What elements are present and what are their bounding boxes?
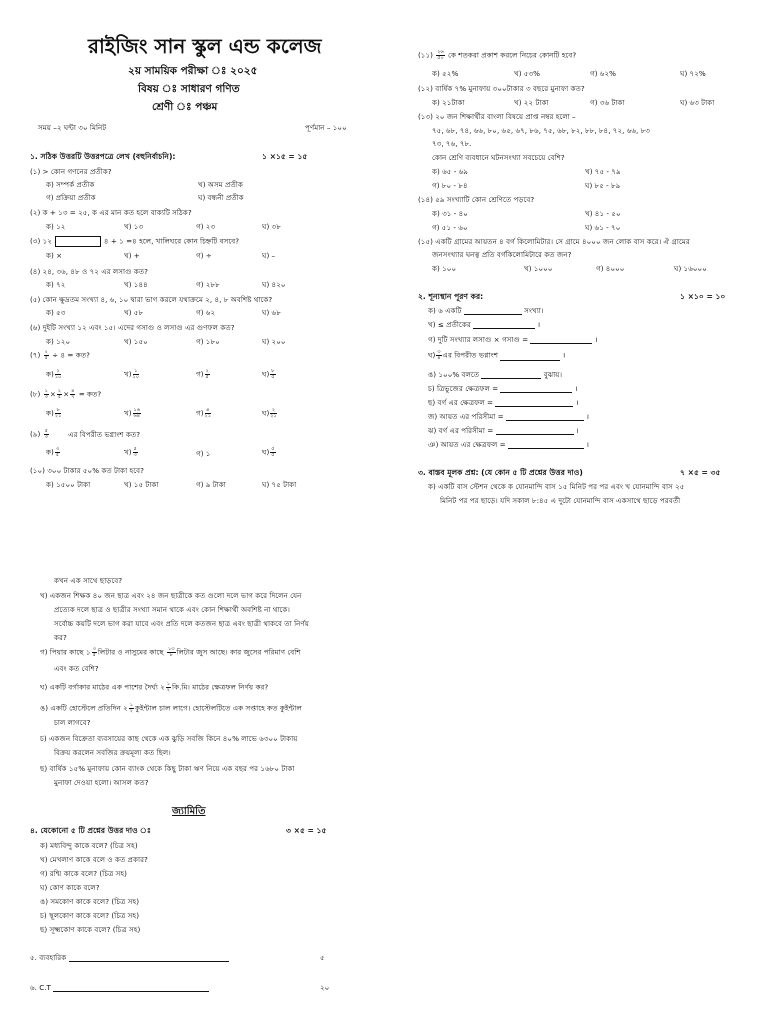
q10-text: (১০) ৩০০ টাকার ৫০% কত টাকা হবে? (30, 466, 144, 475)
q3-text (30, 236, 239, 247)
q1-option-c: গ) প্রক্রিয়া প্রতীক (46, 193, 96, 202)
s3-cha-line-1: চ) একজন বিক্রেতা ব্যবসায়ের কাছ থেকে এক ঝুড়ি সবজি কিনে ৪০% লাভে ৬৩০০ টাকায় (40, 734, 298, 743)
s3-ga-line-2: এবং কত বেশি? (54, 664, 99, 673)
section-1-heading: ১. সঠিক উত্তরটি উত্তরপত্রে লেখ (বহুনির্বাচনি): (30, 152, 176, 161)
q11-option-b: খ) ৫৩% (514, 69, 540, 78)
s3-gha-line: ঘ) একটি বর্গাকার মাঠের এক পাশের দৈর্ঘ্য ২ ১ ২ কি.মি। মাঠের ক্ষেত্রফল নির্ণয় কর? (40, 681, 269, 693)
s3-cho-line-2: মুনাফা দেওয়া হলো। আসল কত? (54, 778, 149, 787)
s3-ka-line-2: মিনিট পর পর ছাড়ে। যদি সকাল ৮:৪৫ এ দুটো যোনমান্দি বাস একসাথে ছাড়ে পরবর্তী (440, 496, 681, 505)
q13-text: (১৩) ২০ জন শিক্ষার্থীর বাংলা বিষয়ে প্রাপ্ত নম্বর হলো – (418, 112, 576, 121)
fill-blank-4: ঘ) ৩ ৪ এর বিপরীত ভগ্নাংশ । (428, 349, 566, 361)
q4-option-c: গ) ২৮৮ (196, 280, 220, 289)
q15-option-a: ক) ১০০ (432, 264, 457, 273)
geometry-item-5: ঙ) সমকোণ কাকে বলে? (চিত্র সহ) (40, 897, 140, 906)
s3-kha-line-1: খ) একজন শিক্ষক ৪০ জন ছাত্র এবং ২৪ জন ছাত্রীকে কত গুলো দলে ভাগ করে দিলেন যেন (40, 591, 302, 600)
q8-suffix: = কত? (78, 389, 102, 399)
blank-box (55, 236, 101, 247)
q5-option-c: গ) ৬২ (196, 308, 216, 317)
q8-option-b: খ) ১৬ ৬৪ (124, 407, 141, 419)
section-4-marks: ৩ ×৫ = ১৫ (286, 826, 327, 835)
q12-option-d: ঘ) ৬৩ টাকা (680, 98, 715, 107)
q15-option-c: গ) ৪০০০ (596, 264, 625, 273)
s3-umo-line-2: চাল লাগবে? (54, 718, 91, 727)
s3-kha-line-3: সর্বোচ্চ কয়টি দলে ভাগ করা যাবে এবং প্রতি দলে কতজন ছাত্র এবং ছাত্রী থাকবে তা নির্ণয় (54, 619, 309, 628)
q14-option-d: ঘ) ৬১ - ৭০ (585, 223, 621, 232)
q11-text: (১১) ২৬ ৫০ কে শতকরা প্রকাশ করলে নিচের কোনটি হবে? (418, 49, 577, 61)
q4-option-b: খ) ১৪৪ (124, 280, 148, 289)
q9-option-d: ঘ) ৫ ৫ (262, 446, 275, 458)
s3-umo-line-1: ঙ) একটি হোস্টেলে প্রতিদিন ২ ১ ২ কুইন্টাল চাল লাগে। হোস্টেলটিতে এক সপ্তাহে কত কুইন্টাল (40, 702, 302, 714)
q1-option-a: ক) সম্পর্ক প্রতীক (46, 180, 95, 189)
q10-option-c: গ) ৯ টাকা (196, 480, 226, 489)
q7-option-d: ঘ) ৮ ৫ (262, 368, 275, 380)
q15-option-b: খ) ১০০০ (524, 264, 553, 273)
q11-suffix: কে শতকরা প্রকাশ করলে নিচের কোনটি হবে? (448, 50, 577, 60)
q14-option-b: খ) ৪১ - ৫০ (585, 209, 621, 218)
q6-option-d: ঘ) ২০০ (262, 337, 286, 346)
fill-blank-5: ঙ) ১০০% বলতে বুঝায়। (428, 370, 563, 379)
s3-cha-line-2: বিক্রয় করলেন সবজির ক্রয়মূল্য কত ছিল। (54, 748, 171, 757)
s3-ka-line-1: ক) একটি বাস স্টেশন থেকে ক যোনমান্দি বাস ১৫ মিনিট পর পর এবং খ যোনমান্দি বাস ২৫ (428, 482, 685, 491)
q5-text: (৫) কোন ক্ষুদ্রতম সংখ্যা ৪, ৬, ১০ দ্বারা ভাগ করলে যথাক্রমে ২, ৪, ৮ অবশিষ্ট থাকে? (30, 295, 273, 304)
section-5-marks: ৫ (320, 953, 325, 962)
fill-blank-7: ছ) বর্গ এর ক্ষেত্রফল = । (428, 398, 579, 407)
section-1-marks: ১ ×১৫ = ১৫ (262, 152, 308, 161)
s3-cho-line-1: ছ) বার্ষিক ১৫% মুনাফায় কোন ব্যাংক থেকে কিছু টাকা ঋণ নিয়ে এক বছর পর ১৬৮০ টাকা (40, 764, 295, 773)
q7-option-c: গ) ২ ৫ (196, 368, 209, 380)
q11-option-c: গ) ৬২% (590, 69, 616, 78)
q13-data-line-2: ৭৩, ৭৬, ৭৮. (432, 139, 472, 148)
geometry-item-6: চ) স্থূলকোণ কাকে বলে? (চিত্র সহ) (40, 911, 140, 920)
q3-option-c: গ) ÷ (196, 251, 212, 260)
q13-data-line-1: ৭৫, ৬৮, ৭৪, ৬৬, ৮০, ৬৫, ৬৭, ৮৬, ৭৫, ৬৮, ৮২, ৮৮, ৮৪, ৭২, ৬৬, ৮৩ (432, 126, 650, 135)
s3-kha-line-4: কর? (54, 633, 67, 642)
subject-title: বিষয় ঃ সাধারণ গণিত (138, 83, 240, 95)
q14-text: (১৪) ৫৯ সংখ্যাটি কোন শ্রেণিতে পড়বে? (418, 195, 535, 204)
section-3-marks: ৭ ×৫ = ৩৫ (680, 468, 721, 477)
q3-option-b: খ) + (124, 251, 140, 260)
q6-option-a: ক) ১২০ (46, 337, 71, 346)
q12-option-c: গ) ৩৬ টাকা (590, 98, 625, 107)
q11-option-d: ঘ) ৭২% (680, 69, 706, 78)
q6-text: (৬) দুইটি সংখ্যা ১২ এবং ১৫। এদের গসাগু ও লসাগু এর গুণফল কত? (30, 323, 235, 332)
q12-text: (১২) বার্ষিক ৭% মুনাফায় ৩০০টাকার ৩ বছরে মুনাফা কত? (418, 84, 585, 93)
section-2-marks: ১ ×১০ = ১০ (680, 292, 726, 301)
q14-option-c: গ) ৫১ - ৬০ (432, 223, 468, 232)
q12-option-b: খ) ২২ টাকা (514, 98, 549, 107)
class-title: শ্রেণী ঃ পঞ্চম (152, 101, 218, 113)
section-2-heading: ২. শূন্যস্থান পূরণ কর: (418, 292, 484, 301)
q8-option-c: গ) ৪ ২১ (196, 407, 212, 419)
fill-blank-2: খ) ≤ প্রতীকের । (428, 320, 541, 329)
s3-ga-line-1: গ) পিয়ার কাছে ১ ৩ ৫ লিটার ও নাসুমের কাছে ১৩ ৮ লিটার জুস আছে। কার জুসের পরিমাণ বেশি (40, 646, 301, 658)
q5-option-a: ক) ৫৩ (46, 308, 66, 317)
q15-text-line-2: জনসংখ্যার ঘনত্ব প্রতি বর্গকিলোমিটারে কত জন? (432, 250, 572, 259)
q4-option-a: ক) ৭২ (46, 280, 66, 289)
q3-option-a: ক) × (46, 251, 63, 260)
q8-option-a: ক) ৮ ২১ (46, 407, 62, 419)
q8-prefix: (৮) (30, 389, 41, 399)
q2-option-a: ক) ১২ (46, 222, 66, 231)
fill-blank-8: জ) আয়ত এর পরিসীমা = । (428, 412, 589, 421)
q1-option-d: ঘ) বন্ধনী প্রতীক (198, 193, 244, 202)
school-name: রাইজিং সান স্কুল এন্ড কলেজ (88, 34, 322, 58)
q1-option-b: খ) অসম প্রতীক (198, 180, 243, 189)
q13-option-a: ক) ৬৫ - ৬৯ (432, 167, 468, 176)
q4-text: (৪) ২৪, ৩৬, ৪৮ ও ৭২ এর লসাগু কত? (30, 267, 148, 276)
section-6-label: ৬. C.T (30, 983, 209, 992)
geometry-item-3: গ) রশ্মি কাকে বলে? (চিত্র সহ) (40, 869, 127, 878)
q6-option-b: খ) ১৫০ (124, 337, 148, 346)
q7-prefix: (৭) (30, 350, 41, 360)
q3-suffix: ৪ + ১ =৪ হলে, খালিঘরে কোন চিহ্নটি বসবে? (103, 236, 240, 246)
q9-option-a: ক) ৩ ৫ (46, 446, 60, 458)
q3-prefix: (৩) ১২ (30, 236, 52, 246)
q13-question: কোন শ্রেণি ব্যবধানে ঘটনসংখ্যা সবচেয়ে বেশি? (432, 153, 565, 162)
q10-option-b: খ) ১৫ টাকা (124, 480, 159, 489)
fill-blank-1: ক) ৬ একটি সংখ্যা। (428, 306, 544, 315)
q10-option-a: ক) ১৫০০ টাকা (46, 480, 91, 489)
q5-option-d: ঘ) ৬৮ (262, 308, 281, 317)
geometry-item-7: ছ) সূক্ষ্মকোণ কাকে বলে? (চিত্র সহ) (40, 925, 141, 934)
q2-option-b: খ) ১৩ (124, 222, 144, 231)
q11-prefix: (১১) (418, 50, 433, 60)
geometry-title: জ্যামিতি (172, 806, 206, 817)
full-marks: পূর্ণমান – ১০০ (305, 123, 347, 132)
q5-option-b: খ) ৫৮ (124, 308, 144, 317)
q9-option-c: গ) ১ (196, 449, 211, 458)
q8-option-d: ঘ) ২ ২১ (262, 407, 277, 419)
fill-blank-9: ঝ) বর্গ এর পরিসীমা = । (428, 426, 579, 435)
s3-ka-line-3: কখন এক সাথে ছাড়বে? (54, 576, 123, 585)
section-3-heading: ৩. বাস্তব মূলক প্রশ্ন: (যে কোন ৫ টি প্রশ্নের উত্তর দাও) (418, 468, 583, 477)
q8-text: (৮) ১ ৩ × ২ ৫ × ৪ ৭ = কত? (30, 388, 102, 400)
q7-option-a: ক) ২ ১০ (46, 368, 62, 380)
q14-option-a: ক) ৩১ - ৪০ (432, 209, 468, 218)
q2-option-c: গ) ২৩ (196, 222, 216, 231)
exam-title: ২য় সাময়িক পরীক্ষা ঃ ২০২৫ (128, 65, 258, 77)
q2-option-d: ঘ) ৩৮ (262, 222, 281, 231)
s3-kha-line-2: প্রত্যেক দলে ছাত্র ও ছাত্রীর সংখ্যা সমান থাকে এবং কোন শিক্ষার্থী অবশিষ্ট না থাকে। (54, 605, 290, 614)
section-4-heading: ৪. যেকোনো ৫ টি প্রশ্নের উত্তর দাও ঃ (30, 826, 151, 835)
q7-suffix: ÷ ৪ = কত? (52, 350, 90, 360)
q9-option-b: খ) ৫ ৩ (124, 446, 137, 458)
geometry-item-1: ক) মধ্যবিন্দু কাকে বলে? (চিত্র সহ) (40, 841, 138, 850)
q3-option-d: ঘ) – (262, 251, 276, 260)
q4-option-d: ঘ) ৪২০ (262, 280, 286, 289)
q15-text: (১৫) একটি গ্রামের আয়তন ৪ বর্গ কিলোমিটার। সে গ্রামে ৪০০০ জন লোক বাস করে। ঐ গ্রামের (418, 237, 690, 246)
q9-suffix: এর বিপরীত ভগ্নাংশ কত? (68, 429, 141, 439)
q12-option-a: ক) ২১টাকা (432, 98, 465, 107)
q11-option-a: ক) ৫২% (432, 69, 459, 78)
q7-option-b: খ) ১ ১০ (124, 368, 140, 380)
q7-text (30, 350, 90, 361)
section-5-label: ৫. ব্যবহারিক (30, 953, 229, 962)
fill-blank-3: গ) দুটি সংখ্যার লসাগু × গসাগু = । (428, 335, 598, 344)
geometry-item-2: খ) মেখলাণ কাকে বলে ও কত প্রকার? (40, 855, 148, 864)
q1-text: (১) > কোন গণনের প্রতীক? (30, 167, 112, 176)
fraction: ২ ৫ (44, 349, 48, 361)
geometry-item-4: ঘ) কোণ কাকে বলে? (40, 883, 100, 892)
q10-option-d: ঘ) ৭৫ টাকা (262, 480, 297, 489)
q9-text: (৯) ৫ ৩ এর বিপরীত ভগ্নাংশ কত? (30, 428, 141, 440)
q15-option-d: ঘ) ১৬০০০ (674, 264, 707, 273)
q13-option-d: ঘ) ৮৫ - ৮৯ (585, 181, 621, 190)
fill-blank-6: চ) ত্রিভুজের ক্ষেত্রফল = । (428, 384, 578, 393)
fill-blank-10: ঞ) আয়ত এর ক্ষেত্রফল = । (428, 440, 589, 449)
q13-option-c: গ) ৮০ - ৮৪ (432, 181, 468, 190)
q13-option-b: খ) ৭৫ - ৭৯ (585, 167, 621, 176)
q6-option-c: গ) ১৮০ (196, 337, 220, 346)
q9-prefix: (৯) (30, 429, 41, 439)
exam-time: সময় –২ ঘন্টা ৩০ মিনিট (38, 123, 107, 132)
section-6-marks: ২০ (320, 983, 330, 992)
q2-text: (২) ক + ১৩ = ২৫, ক এর মান কত হলে বাক্যটি সঠিক? (30, 208, 192, 217)
